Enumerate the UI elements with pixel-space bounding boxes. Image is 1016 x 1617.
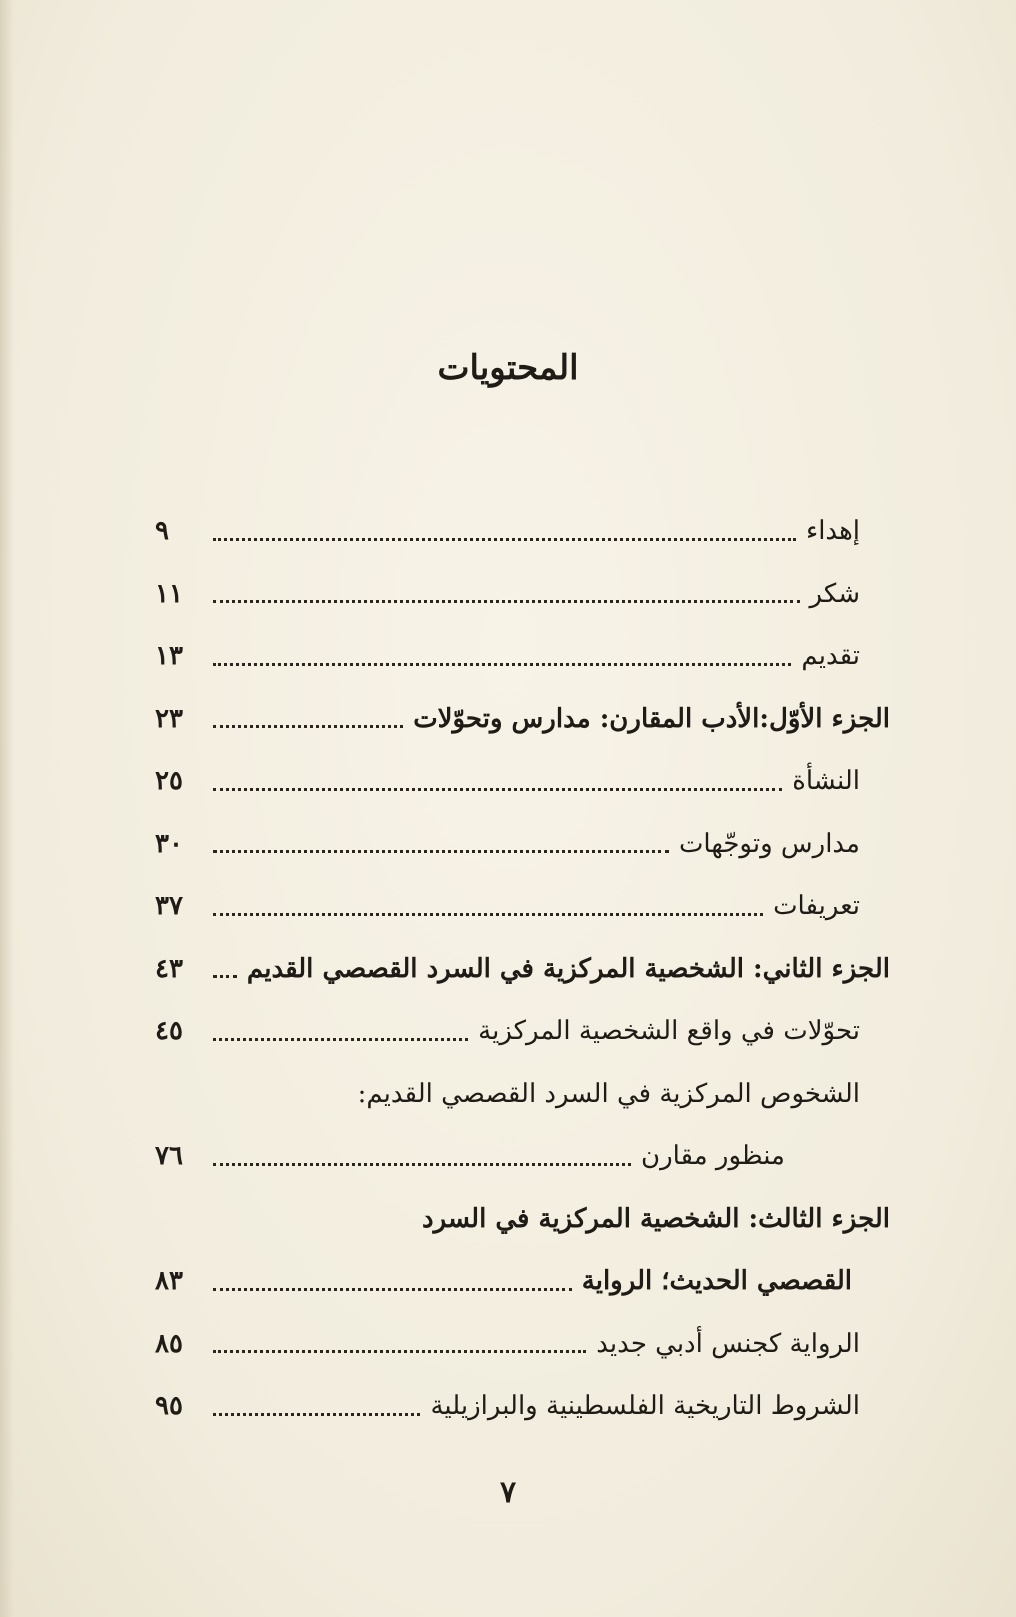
toc-part-heading-continued — [155, 1250, 890, 1313]
toc-entry — [155, 1375, 890, 1438]
page-edge-shadow — [0, 0, 14, 1617]
toc-page-number: ٤٣ — [155, 953, 183, 984]
toc-entry — [155, 875, 890, 938]
toc-entry-multiline-start — [155, 1063, 890, 1126]
dot-leader — [213, 1038, 468, 1041]
toc-entry-title: القصصي الحديث؛ الرواية — [581, 1266, 852, 1297]
toc-entry — [155, 750, 890, 813]
dot-leader — [213, 975, 237, 978]
toc-page-number: ٨٣ — [155, 1266, 183, 1297]
toc-entry-title: الجزء الأوّل:الأدب المقارن: مدارس وتحوّلات — [413, 703, 890, 734]
toc-entry-title: تحوّلات في واقع الشخصية المركزية — [478, 1016, 860, 1047]
toc-entry-title: الجزء الثالث: الشخصية المركزية في السرد — [422, 1203, 890, 1234]
page-number: ٧ — [499, 1475, 517, 1510]
toc-entry-title: النشأة — [792, 766, 860, 797]
toc-page-number: ٩ — [155, 516, 169, 547]
toc-entry-title: الشروط التاريخية الفلسطينية والبرازيلية — [430, 1391, 860, 1422]
toc-entry — [155, 625, 890, 688]
toc-page-number: ٤٥ — [155, 1016, 183, 1047]
dot-leader — [213, 600, 800, 603]
toc-page-number: ٩٥ — [155, 1391, 183, 1422]
toc-entry — [155, 563, 890, 626]
toc-entry — [155, 1125, 890, 1188]
dot-leader — [213, 1413, 420, 1416]
dot-leader — [213, 1350, 586, 1353]
toc-page-number: ١١ — [155, 578, 183, 609]
toc-entry-title: الشخوص المركزية في السرد القصصي القديم: — [357, 1078, 860, 1109]
toc-entry-title: إهداء — [805, 516, 860, 547]
toc-page-number: ٣٠ — [155, 828, 183, 859]
page-title: المحتويات — [437, 348, 579, 388]
toc-part-heading — [155, 938, 890, 1001]
toc-part-heading — [155, 688, 890, 751]
toc-page-number: ٧٦ — [155, 1141, 183, 1172]
dot-leader — [213, 1163, 631, 1166]
dot-leader — [213, 1288, 572, 1291]
toc-entry-title: منظور مقارن — [640, 1141, 785, 1172]
toc-entry-title: الرواية كجنس أدبي جديد — [596, 1328, 860, 1359]
toc-entry-title: تعريفات — [773, 891, 860, 922]
dot-leader — [213, 538, 796, 541]
dot-leader — [213, 725, 403, 728]
toc-entry-title: تقديم — [801, 641, 860, 672]
toc-page-number: ٣٧ — [155, 891, 183, 922]
dot-leader — [213, 913, 763, 916]
toc-entry-title: مدارس وتوجّهات — [678, 828, 860, 859]
toc-page-number: ٨٥ — [155, 1328, 183, 1359]
toc-part-heading — [155, 1188, 890, 1251]
toc-page-number: ١٣ — [155, 641, 183, 672]
toc-entry — [155, 813, 890, 876]
toc-entry-title: الجزء الثاني: الشخصية المركزية في السرد القصصي القديم — [246, 953, 890, 984]
table-of-contents — [155, 500, 890, 1438]
toc-entry — [155, 1000, 890, 1063]
toc-entry — [155, 1313, 890, 1376]
dot-leader — [213, 788, 782, 791]
toc-entry — [155, 500, 890, 563]
toc-page-number: ٢٣ — [155, 703, 183, 734]
dot-leader — [213, 850, 669, 853]
toc-page-number: ٢٥ — [155, 766, 183, 797]
dot-leader — [213, 663, 791, 666]
toc-entry-title: شكر — [809, 578, 860, 609]
